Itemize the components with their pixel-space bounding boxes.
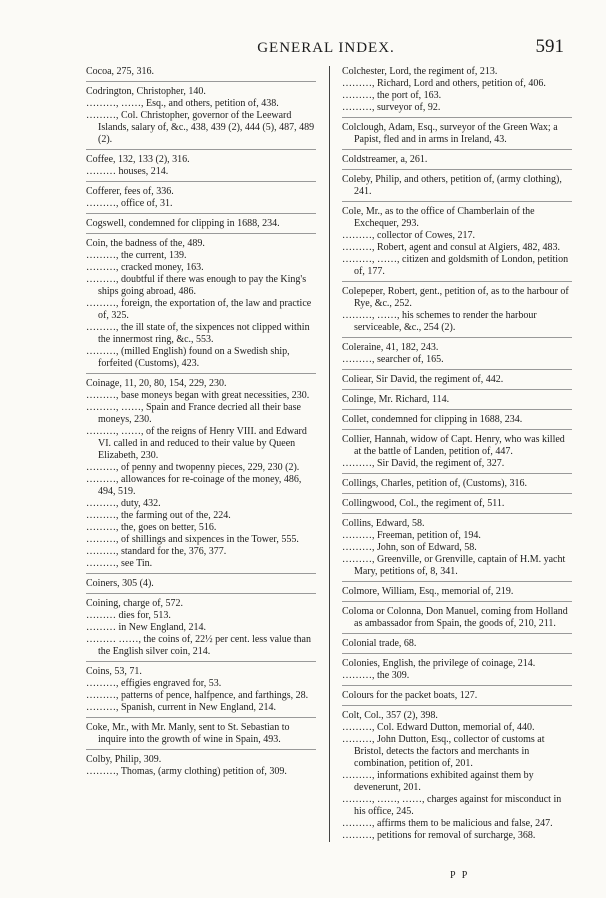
index-entry [342,154,572,170]
index-entry [86,250,316,262]
index-entry-text: Coleraine, 41, 182, 243. [342,342,439,353]
index-entry [342,174,572,202]
index-entry [342,394,572,410]
index-entry [86,66,316,82]
index-entry-text: Collingwood, Col., the regiment of, 511. [342,498,505,509]
index-entry-text: Cole, Mr., as to the office of Chamberlain of the Exchequer, 293. [342,206,535,229]
index-entry [86,622,316,634]
index-entry-text: ………, effigies engraved for, 53. [86,678,222,689]
index-entry-text: ………, Spanish, current in New England, 214. [86,702,276,713]
index-entry [342,818,572,830]
index-entry-text: ………, Greenville, or Grenville, captain of H.M. yacht Mary, petitions of, 8, 341. [342,554,566,577]
index-entry [86,474,316,498]
index-entry-text: Coin, the badness of the, 489. [86,238,205,249]
index-entry [86,498,316,510]
index-entry-text: Cofferer, fees of, 336. [86,186,174,197]
index-entry-text: Colours for the packet boats, 127. [342,690,478,701]
index-entry-text: ………, informations exhibited against them by devenerunt, 201. [342,770,534,793]
index-entry [86,534,316,546]
index-entry [86,766,316,778]
index-entry-text: ………, Richard, Lord and others, petition of, 406. [342,78,546,89]
index-entry [342,670,572,686]
index-entry-text: Coke, Mr., with Mr. Manly, sent to St. Sebastian to inquire into the growth of wine in Spain, 493. [86,722,290,745]
index-entry-text: ………, duty, 432. [86,498,161,509]
index-entry-text: Coining, charge of, 572. [86,598,184,609]
index-entry [342,658,572,670]
index-entry-text: ………, the 309. [342,670,410,681]
index-entry-text: ………, ……, ……, charges against for misconduct in his office, 245. [342,794,562,817]
index-entry [86,98,316,110]
index-entry [86,546,316,558]
index-entry [86,610,316,622]
index-entry-text: Colby, Philip, 309. [86,754,162,765]
index-entry [342,530,572,542]
index-entry-text: Cocoa, 275, 316. [86,66,155,77]
index-entry-text: ……… in New England, 214. [86,622,206,633]
index-entry [86,754,316,766]
index-entry-text: Coliear, Sir David, the regiment of, 442. [342,374,504,385]
index-entry-text: ………, see Tin. [86,558,153,569]
index-entry [342,354,572,370]
index-entry [342,90,572,102]
index-entry-text: Collet, condemned for clipping in 1688, 234. [342,414,523,425]
index-entry [342,78,572,90]
index-entry [342,710,572,722]
page-number: 591 [535,36,564,57]
index-entry-text: Coleby, Philip, and others, petition of, (army clothing), 241. [342,174,562,197]
index-entry-text: ………, base moneys began with great necessities, 230. [86,390,310,401]
index-entry-text: Coiners, 305 (4). [86,578,154,589]
index-entry-text: ………, of penny and twopenny pieces, 229, 230 (2). [86,462,300,473]
index-entry-text: ………, Robert, agent and consul at Algiers, 482, 483. [342,242,561,253]
index-entry-text: ………, collector of Cowes, 217. [342,230,476,241]
index-entry-text: Colt, Col., 357 (2), 398. [342,710,438,721]
page-header [86,34,566,62]
index-entry-text: ………, office of, 31. [86,198,173,209]
index-entry-text: Coldstreamer, a, 261. [342,154,428,165]
index-entry [342,374,572,390]
index-entry [342,794,572,818]
index-entry [342,542,572,554]
index-entry-text: ………, the farming out of the, 224. [86,510,231,521]
index-entry [342,122,572,150]
index-entry [342,254,572,282]
left-column [86,66,316,778]
index-entry [86,198,316,214]
index-entry-text: ………, ……, Spain and France decried all their base moneys, 230. [86,402,301,425]
index-entry [86,558,316,574]
index-entry [86,86,316,98]
index-entry-text: ………, Col. Edward Dutton, memorial of, 440. [342,722,535,733]
index-entry-text: Colmore, William, Esq., memorial of, 219. [342,586,514,597]
index-entry [342,606,572,634]
index-entry [86,402,316,426]
index-entry-text: ………, patterns of pence, halfpence, and farthings, 28. [86,690,309,701]
index-entry-text: ………, of shillings and sixpences in the Tower, 555. [86,534,299,545]
index-entry [86,186,316,198]
index-entry [86,298,316,322]
running-title: GENERAL INDEX. [257,40,395,56]
index-entry-text: Coloma or Colonna, Don Manuel, coming from Holland as ambassador from Spain, the goods of, 210, 211. [342,606,568,629]
index-entry [342,478,572,494]
index-entry [342,414,572,430]
index-entry [342,230,572,242]
index-entry [342,102,572,118]
index-entry [86,666,316,678]
index-entry [86,510,316,522]
index-entry [86,262,316,274]
index-entry [342,770,572,794]
index-entry-text: ………, the, goes on better, 516. [86,522,217,533]
index-entry [86,702,316,718]
index-entry [342,734,572,770]
index-entry [86,166,316,182]
index-entry-text: Coins, 53, 71. [86,666,142,677]
index-entry-text: ………, cracked money, 163. [86,262,204,273]
index-entry [342,434,572,458]
index-entry-text: Colepeper, Robert, gent., petition of, as to the harbour of Rye, &c., 252. [342,286,569,309]
index-entry [342,586,572,602]
index-entry-text: ………, surveyor of, 92. [342,102,441,113]
index-entry-text: Cogswell, condemned for clipping in 1688, 234. [86,218,280,229]
index-entry-text: Coinage, 11, 20, 80, 154, 229, 230. [86,378,227,389]
index-entry-text: ………, ……, citizen and goldsmith of London, petition of, 177. [342,254,569,277]
index-entry [86,346,316,374]
index-entry-text: ………, affirms them to be malicious and false, 247. [342,818,553,829]
index-entry-text: ………, Col. Christopher, governor of the Leeward Islands, salary of, &c., 438, 439 (2), 444 (5), 487, 489 (2). [86,110,315,145]
index-entry [86,462,316,474]
index-entry [342,242,572,254]
index-entry [342,310,572,338]
index-entry-text: ………, the ill state of, the sixpences not clipped within the innermost ring, &c., 553. [86,322,310,345]
index-entry [342,66,572,78]
index-entry-text: Colonies, English, the privilege of coinage, 214. [342,658,536,669]
column-divider [329,66,330,842]
index-entry-text: Coffee, 132, 133 (2), 316. [86,154,190,165]
index-entry [86,390,316,402]
index-entry-text: ………, Sir David, the regiment of, 327. [342,458,505,469]
index-entry-text: ………, the port of, 163. [342,90,442,101]
signature-mark: P P [450,870,470,881]
index-entry [86,678,316,690]
index-entry-text: ………, allowances for re-coinage of the money, 486, 494, 519. [86,474,302,497]
index-entry-text: Colonial trade, 68. [342,638,417,649]
index-entry-text: Colclough, Adam, Esq., surveyor of the Green Wax; a Papist, fled and in arms in Ireland, 43. [342,122,558,145]
index-entry [86,110,316,150]
index-entry-text: ……… ……, the coins of, 22½ per cent. less value than the English silver coin, 214. [86,634,311,657]
index-entry [86,154,316,166]
index-entry-text: ………, ……, of the reigns of Henry VIII. and Edward VI. called in and reduced to their value by Queen Elizabeth, 230. [86,426,307,461]
index-entry [86,634,316,662]
index-entry-text: ………, ……, his schemes to render the harbour serviceable, &c., 254 (2). [342,310,537,333]
index-entry-text: ………, John, son of Edward, 58. [342,542,477,553]
index-entry [86,578,316,594]
index-entry [342,458,572,474]
index-entry [342,638,572,654]
right-column [342,66,572,842]
index-entry-text: ……… dies for, 513. [86,610,171,621]
index-entry-text: ………, standard for the, 376, 377. [86,546,227,557]
index-entry-text: ………, the current, 139. [86,250,187,261]
index-entry-text: ………, doubtful if there was enough to pay the King's ships going abroad, 486. [86,274,307,297]
index-entry-text: ………, (milled English) found on a Swedish ship, forfeited (Customs), 423. [86,346,290,369]
index-entry-text: Codrington, Christopher, 140. [86,86,206,97]
index-columns [86,66,572,864]
index-entry [86,218,316,234]
index-entry [86,598,316,610]
index-entry-text: ……… houses, 214. [86,166,169,177]
index-entry [86,522,316,534]
index-entry [86,238,316,250]
index-entry [342,554,572,582]
index-entry [342,498,572,514]
index-entry [342,286,572,310]
index-entry [342,830,572,842]
index-entry [86,322,316,346]
index-entry-text: Colchester, Lord, the regiment of, 213. [342,66,498,77]
index-entry-text: Collins, Edward, 58. [342,518,425,529]
index-entry-text: ………, petitions for removal of surcharge, 368. [342,830,536,841]
index-entry-text: ………, ……, Esq., and others, petition of, 438. [86,98,279,109]
index-entry [342,518,572,530]
index-entry [342,690,572,706]
index-entry [86,274,316,298]
index-entry [86,378,316,390]
index-entry [86,722,316,750]
index-entry [342,342,572,354]
index-entry-text: ………, foreign, the exportation of, the law and practice of, 325. [86,298,312,321]
index-entry-text: ………, Thomas, (army clothing) petition of, 309. [86,766,287,777]
index-entry-text: Colinge, Mr. Richard, 114. [342,394,450,405]
index-entry-text: ………, searcher of, 165. [342,354,444,365]
index-entry [342,722,572,734]
index-entry-text: Collier, Hannah, widow of Capt. Henry, who was killed at the battle of Landen, petition of, 447. [342,434,565,457]
index-entry-text: ………, John Dutton, Esq., collector of customs at Bristol, detects the factors and merchants in combination, petition of, 201. [342,734,545,769]
index-entry [86,690,316,702]
index-entry [86,426,316,462]
index-entry-text: Collings, Charles, petition of, (Customs), 316. [342,478,527,489]
index-entry [342,206,572,230]
index-entry-text: ………, Freeman, petition of, 194. [342,530,481,541]
